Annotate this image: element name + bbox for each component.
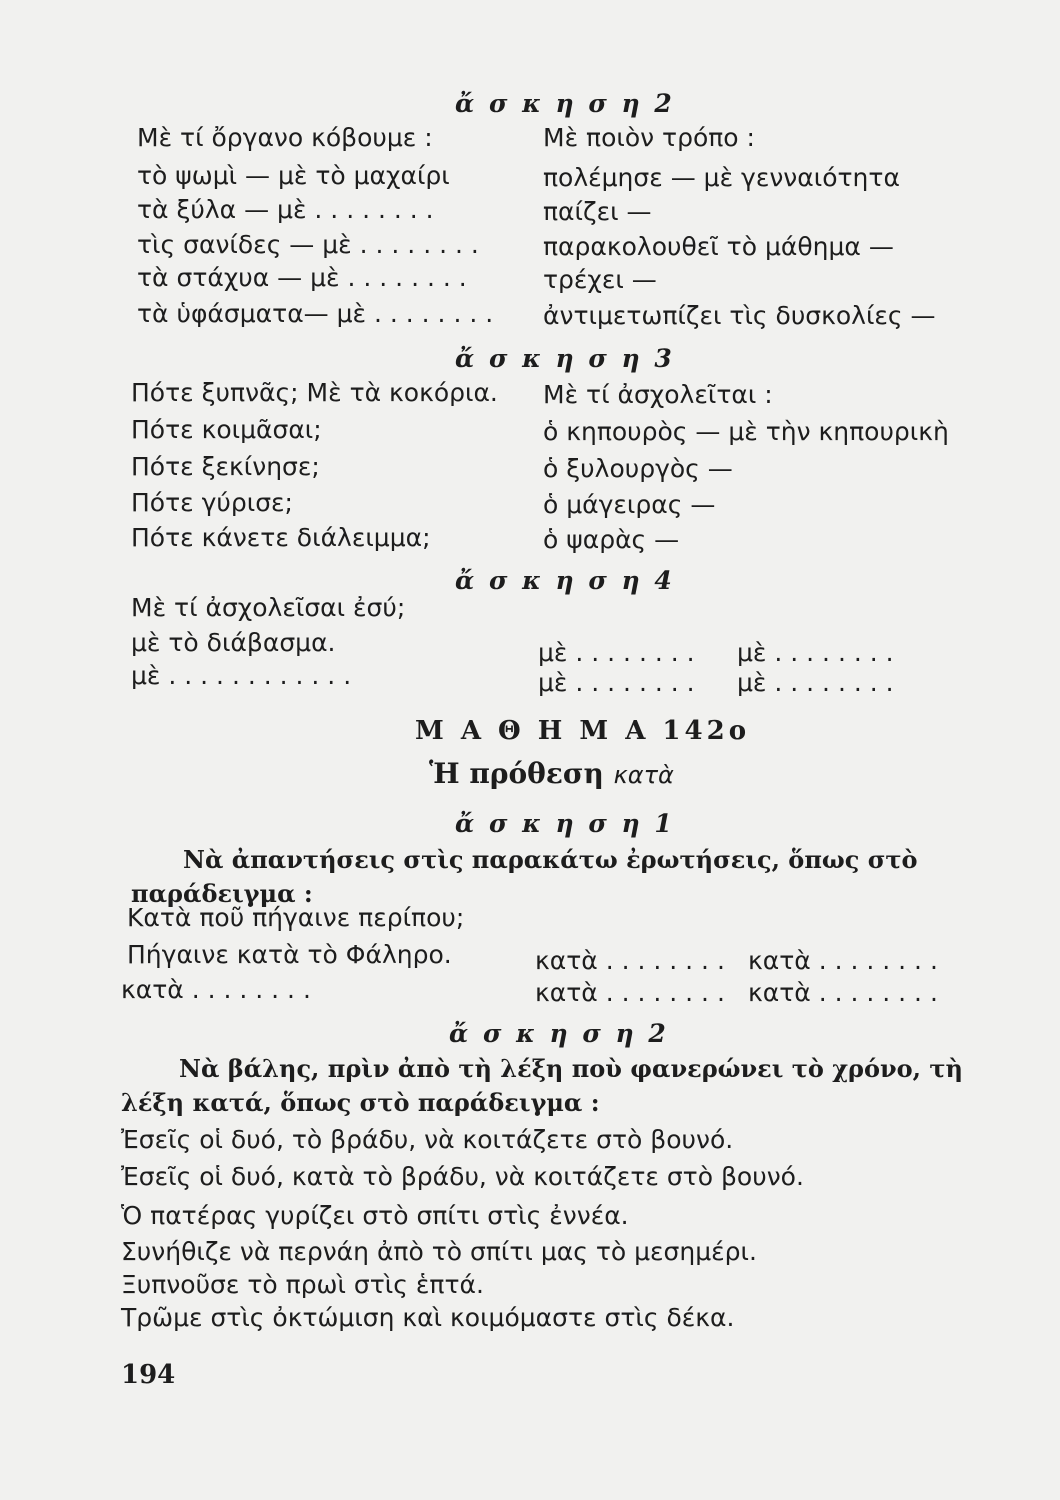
- right-column-header: Μὲ ποιὸν τρόπο :: [543, 123, 755, 152]
- blank-line: μὲ . . . . . . . .: [737, 638, 894, 667]
- manner-row: πολέμησε — μὲ γενναιότητα: [543, 163, 900, 192]
- time-question: Πότε ξυπνᾶς; Μὲ τὰ κοκόρια.: [131, 378, 498, 407]
- blank-line: κατὰ . . . . . . . .: [121, 975, 311, 1004]
- example-answer: Πήγαινε κατὰ τὸ Φάληρο.: [127, 940, 452, 969]
- exercise-heading: ἄ σ κ η σ η 2: [449, 1019, 669, 1048]
- blank-line: κατὰ . . . . . . . .: [535, 946, 725, 975]
- occupation-row: ὁ κηπουρὸς — μὲ τὴν κηπουρικὴ: [543, 417, 949, 446]
- sentence: Ὁ πατέρας γυρίζει στὸ σπίτι στὶς ἐννέα.: [121, 1201, 629, 1230]
- tool-row: τὰ ὑφάσματα— μὲ . . . . . . . .: [137, 299, 494, 328]
- instruction: Νὰ ἀπαντήσεις στὶς παρακάτω ἐρωτήσεις, ὅπως στὸ παράδειγμα :: [131, 845, 918, 908]
- tool-row: τὰ ξύλα — μὲ . . . . . . . .: [137, 195, 434, 224]
- tool-row: τὸ ψωμὶ — μὲ τὸ μαχαίρι: [137, 161, 450, 190]
- blank-line: μὲ . . . . . . . .: [538, 638, 695, 667]
- lesson-title: Μ Α Θ Η Μ Α 142ο: [415, 716, 751, 746]
- question: Μὲ τί ἀσχολεῖσαι ἐσύ;: [131, 593, 406, 622]
- sentence: Τρῶμε στὶς ὀκτώμιση καὶ κοιμόμαστε στὶς δέκα.: [121, 1303, 735, 1332]
- blank-line: κατὰ . . . . . . . .: [748, 978, 938, 1007]
- subtitle-prefix: Ἡ πρόθεση: [429, 757, 614, 790]
- sentence: Ἐσεῖς οἱ δυό, κατὰ τὸ βράδυ, νὰ κοιτάζετε στὸ βουνό.: [121, 1162, 804, 1191]
- blank-line: μὲ . . . . . . . . . . . .: [131, 661, 352, 690]
- sentence: Συνήθιζε νὰ περνάη ἀπὸ τὸ σπίτι μας τὸ μεσημέρι.: [121, 1237, 757, 1266]
- time-question: Πότε ξεκίνησε;: [131, 452, 320, 481]
- exercise-heading: ἄ σ κ η σ η 4: [455, 566, 675, 595]
- time-question: Πότε γύρισε;: [131, 488, 293, 517]
- occupation-row: ὁ ψαρὰς —: [543, 525, 680, 554]
- time-question: Πότε κάνετε διάλειμμα;: [131, 523, 431, 552]
- lesson-subtitle: [429, 757, 674, 790]
- answer: μὲ τὸ διάβασμα.: [131, 628, 336, 657]
- instruction: Νὰ βάλης, πρὶν ἀπὸ τὴ λέξη ποὺ φανερώνει τὸ χρόνο, τὴ λέξη κατά, ὅπως στὸ παράδειγμα :: [121, 1054, 963, 1117]
- manner-row: ἀντιμετωπίζει τὶς δυσκολίες —: [543, 301, 936, 330]
- occupation-header: Μὲ τί ἀσχολεῖται :: [543, 380, 773, 409]
- occupation-row: ὁ μάγειρας —: [543, 490, 716, 519]
- manner-row: τρέχει —: [543, 265, 657, 294]
- page-number: 194: [121, 1360, 176, 1390]
- blank-line: κατὰ . . . . . . . .: [748, 946, 938, 975]
- example-question: Κατὰ ποῦ πήγαινε περίπου;: [127, 903, 465, 932]
- sentence: Ξυπνοῦσε τὸ πρωὶ στὶς ἑπτά.: [121, 1270, 484, 1299]
- subtitle-word: κατὰ: [613, 761, 674, 789]
- manner-row: παίζει —: [543, 197, 652, 226]
- exercise-heading: ἄ σ κ η σ η 3: [455, 344, 675, 373]
- tool-row: τὰ στάχυα — μὲ . . . . . . . .: [137, 263, 467, 292]
- exercise-heading: ἄ σ κ η σ η 1: [455, 809, 675, 838]
- manner-row: παρακολουθεῖ τὸ μάθημα —: [543, 232, 894, 261]
- blank-line: μὲ . . . . . . . .: [737, 668, 894, 697]
- blank-line: κατὰ . . . . . . . .: [535, 978, 725, 1007]
- tool-row: τὶς σανίδες — μὲ . . . . . . . .: [137, 230, 479, 259]
- occupation-row: ὁ ξυλουργὸς —: [543, 454, 733, 483]
- time-question: Πότε κοιμᾶσαι;: [131, 415, 322, 444]
- sentence: Ἐσεῖς οἱ δυό, τὸ βράδυ, νὰ κοιτάζετε στὸ βουνό.: [121, 1125, 734, 1154]
- blank-line: μὲ . . . . . . . .: [538, 668, 695, 697]
- exercise-heading: ἄ σ κ η σ η 2: [455, 89, 675, 118]
- left-column-header: Μὲ τί ὄργανο κόβουμε :: [137, 123, 433, 152]
